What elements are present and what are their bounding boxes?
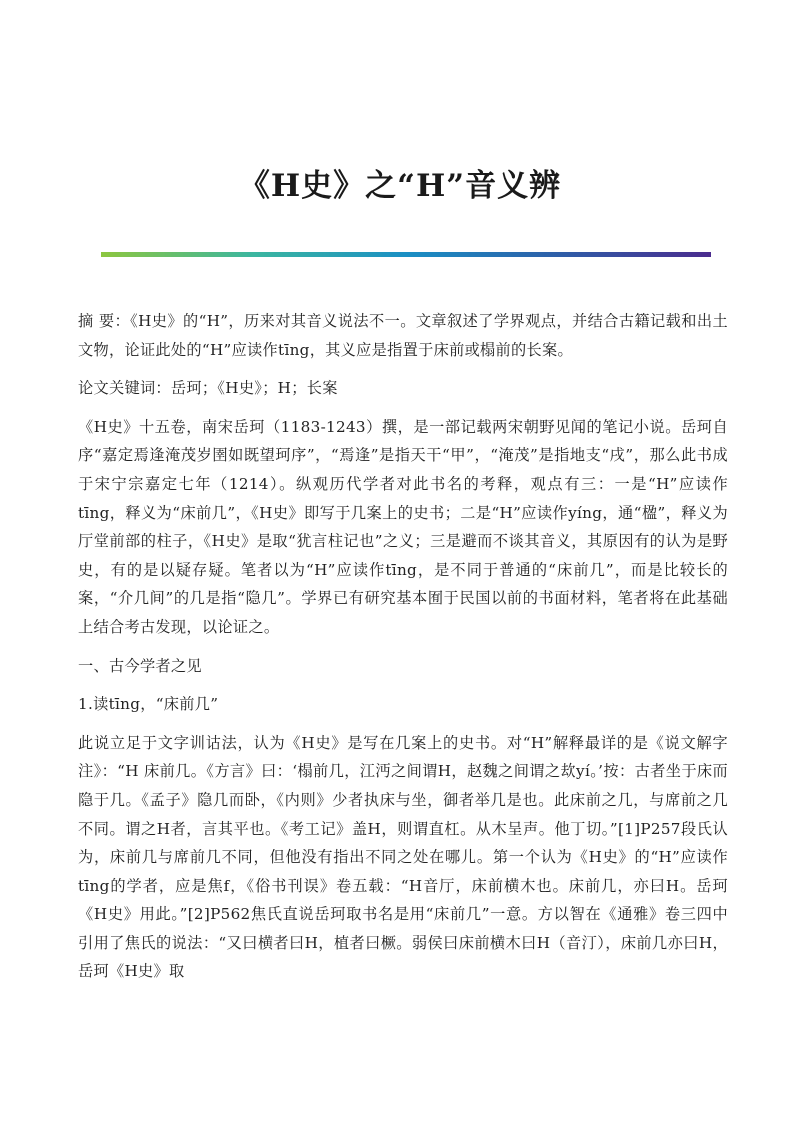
document-body [78,307,728,996]
document-title: 《H史》之“H”音义辨 [238,168,562,204]
intro-paragraph: 《H史》十五卷，南宋岳珂（1183-1243）撰，是一部记载两宋朝野见闻的笔记小说。岳珂自序“嘉定焉逢淹茂岁圉如既望珂序”，“焉逢”是指天干“甲”，“淹茂”是指地支“戌”，那么此书成于宋宁宗嘉定七年（1214）。纵观历代学者对此书名的考释，观点有三：一是“H”应读作tīng，释义为“床前几”，《H史》即写于几案上的史书；二是“H”应读作yíng，通“楹”，释义为厅堂前部的柱子，《H史》是取“犹言柱记也”之义；三是避而不谈其音义，其原因有的认为是野史，有的是以疑存疑。笔者以为“H”应读作tīng，是不同于普通的“床前几”，而是比较长的案，“介几间”的几是指“隐几”。学界已有研究基本囿于民国以前的书面材料，笔者将在此基础上结合考古发现，以论证之。 [78,417,728,636]
title-divider [101,252,711,257]
abstract-paragraph: 摘 要：《H史》的“H”，历来对其音义说法不一。文章叙述了学界观点，并结合古籍记载和出土文物，论证此处的“H”应读作tīng，其义应是指置于床前或榻前的长案。 [78,312,728,359]
subsection-heading: 1.读tīng，“床前几” [78,695,219,714]
keywords-line: 论文关键词：岳珂；《H史》；H；长案 [78,379,338,398]
body-paragraph: 此说立足于文字训诂法，认为《H史》是写在几案上的史书。对“H”解释最详的是《说文解字注》：“H 床前几。《方言》曰：‘榻前几，江沔之间谓H，赵魏之间谓之㰦yí。’按：古者坐于床而隐于几。《孟子》隐几而卧，《内则》少者执床与坐，御者举几是也。此床前之几，与席前之几不同。谓之H者，言其平也。《考工记》盖H，则谓直杠。从木呈声。他丁切。”[1]P257段氏认为，床前几与席前几不同，但他没有指出不同之处在哪儿。第一个认为《H史》的“H”应读作tīng的学者，应是焦f，《俗书刊误》卷五载：“H音厅，床前横木也。床前几，亦曰H。岳珂《H史》用此。”[2]P562焦氏直说岳珂取书名是用“床前几”一意。方以智在《通雅》卷三四中引用了焦氏的说法：“又曰横者曰H，植者曰橛。弱侯曰床前横木曰H（音汀），床前几亦曰H，岳珂《H史》取 [78,733,728,981]
section-heading: 一、古今学者之见 [78,656,202,675]
